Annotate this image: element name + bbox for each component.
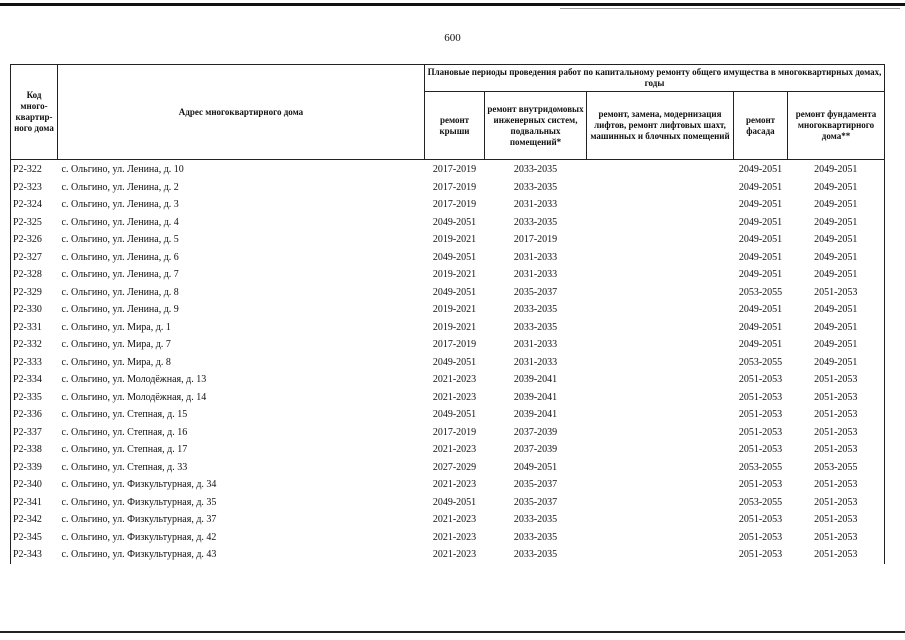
row-systems: 2033-2035 [513,549,558,561]
table-row [11,160,885,179]
row-code: Р2-337 [11,424,58,442]
row-foundation: 2049-2051 [788,179,885,197]
row-elevators [587,406,734,424]
row-elevators [587,196,734,214]
row-code: Р2-338 [11,441,58,459]
row-address: с. Ольгино, ул. Степная, д. 16 [61,426,188,438]
row-foundation: 2049-2051 [788,354,885,372]
row-facade: 2049-2051 [738,181,783,193]
row-roof: 2049-2051 [432,356,477,368]
row-roof: 2021-2023 [432,479,477,491]
row-facade: 2051-2053 [738,391,783,403]
header-periods-group: Плановые периоды проведения работ по капитальному ремонту общего имущества в многоквартирных домах, годы [425,65,885,92]
row-systems: 2033-2035 [513,164,558,176]
row-address: с. Ольгино, ул. Молодёжная, д. 13 [61,374,207,386]
row-roof: 2049-2051 [432,409,477,421]
row-code: Р2-336 [11,406,58,424]
row-facade: 2051-2053 [738,514,783,526]
row-systems: 2033-2035 [513,531,558,543]
row-facade: 2051-2053 [738,479,783,491]
row-address: с. Ольгино, ул. Мира, д. 7 [61,339,171,351]
table-row [11,231,885,249]
table-row [11,424,885,442]
row-foundation: 2049-2051 [788,336,885,354]
row-roof: 2021-2023 [432,531,477,543]
row-facade: 2051-2053 [738,374,783,386]
row-roof: 2017-2019 [432,426,477,438]
row-systems: 2031-2033 [513,356,558,368]
row-facade: 2051-2053 [738,409,783,421]
row-systems: 2031-2033 [513,269,558,281]
row-address: с. Ольгино, ул. Ленина, д. 4 [61,216,179,228]
row-facade: 2053-2055 [738,356,783,368]
page-number: 600 [444,32,461,44]
row-elevators [587,249,734,267]
header-roof: ремонт крыши [425,92,485,160]
row-facade: 2051-2053 [738,531,783,543]
table-row [11,336,885,354]
row-elevators [587,389,734,407]
row-facade: 2049-2051 [738,339,783,351]
row-facade: 2049-2051 [738,164,783,176]
row-facade: 2049-2051 [738,251,783,263]
header-code: Код много-квартир-ного дома [11,65,58,160]
row-foundation: 2051-2053 [788,424,885,442]
row-facade: 2049-2051 [738,304,783,316]
row-foundation: 2049-2051 [788,196,885,214]
row-address: с. Ольгино, ул. Молодёжная, д. 14 [61,391,207,403]
row-foundation: 2049-2051 [788,231,885,249]
row-elevators [587,319,734,337]
row-code: Р2-327 [11,249,58,267]
header-address: Адрес многоквартирного дома [58,65,425,160]
table-row [11,214,885,232]
table-row [11,476,885,494]
row-systems: 2039-2041 [513,409,558,421]
table-row [11,319,885,337]
row-elevators [587,336,734,354]
row-code: Р2-329 [11,284,58,302]
row-roof: 2019-2021 [432,234,477,246]
row-roof: 2021-2023 [432,391,477,403]
row-elevators [587,231,734,249]
header-elevators: ремонт, замена, модернизация лифтов, ремонт лифтовых шахт, машинных и блочных помещений [587,92,734,160]
row-address: с. Ольгино, ул. Ленина, д. 9 [61,304,179,316]
row-address: с. Ольгино, ул. Ленина, д. 7 [61,269,179,281]
row-roof: 2021-2023 [432,549,477,561]
row-address: с. Ольгино, ул. Физкультурная, д. 42 [61,531,217,543]
table-row [11,529,885,547]
row-address: с. Ольгино, ул. Ленина, д. 2 [61,181,179,193]
header-systems: ремонт внутридомовых инженерных систем, подвальных помещений* [485,92,587,160]
table-row [11,511,885,529]
row-facade: 2049-2051 [738,234,783,246]
row-foundation: 2051-2053 [788,476,885,494]
row-facade: 2051-2053 [738,426,783,438]
row-facade: 2049-2051 [738,269,783,281]
row-address: с. Ольгино, ул. Ленина, д. 3 [61,199,179,211]
row-address: с. Ольгино, ул. Физкультурная, д. 43 [61,549,217,561]
row-systems: 2031-2033 [513,339,558,351]
row-code: Р2-339 [11,459,58,477]
row-systems: 2031-2033 [513,199,558,211]
row-facade: 2049-2051 [738,216,783,228]
row-facade: 2053-2055 [738,496,783,508]
row-systems: 2039-2041 [513,374,558,386]
row-foundation: 2049-2051 [788,319,885,337]
row-elevators [587,424,734,442]
row-foundation: 2051-2053 [788,529,885,547]
row-facade: 2051-2053 [738,549,783,561]
table-row [11,284,885,302]
table-row [11,301,885,319]
row-roof: 2017-2019 [432,199,477,211]
table-row [11,441,885,459]
row-roof: 2049-2051 [432,286,477,298]
row-foundation: 2051-2053 [788,546,885,564]
table-row [11,389,885,407]
row-code: Р2-325 [11,214,58,232]
row-elevators [587,301,734,319]
row-address: с. Ольгино, ул. Мира, д. 8 [61,356,171,368]
row-code: Р2-330 [11,301,58,319]
row-code: Р2-323 [11,179,58,197]
row-roof: 2049-2051 [432,496,477,508]
row-foundation: 2051-2053 [788,284,885,302]
row-systems: 2039-2041 [513,391,558,403]
row-elevators [587,476,734,494]
row-code: Р2-326 [11,231,58,249]
row-roof: 2027-2029 [432,461,477,473]
row-systems: 2031-2033 [513,251,558,263]
table-row [11,459,885,477]
header-facade: ремонт фасада [734,92,788,160]
row-address: с. Ольгино, ул. Степная, д. 33 [61,461,188,473]
row-address: с. Ольгино, ул. Физкультурная, д. 34 [61,479,217,491]
row-elevators [587,441,734,459]
row-roof: 2021-2023 [432,374,477,386]
row-address: с. Ольгино, ул. Ленина, д. 10 [61,164,184,176]
row-systems: 2033-2035 [513,321,558,333]
row-systems: 2033-2035 [513,304,558,316]
table-row [11,179,885,197]
row-address: с. Ольгино, ул. Степная, д. 17 [61,444,188,456]
row-elevators [587,494,734,512]
row-code: Р2-332 [11,336,58,354]
table-body [11,160,885,564]
row-address: с. Ольгино, ул. Ленина, д. 5 [61,234,179,246]
row-systems: 2049-2051 [513,461,558,473]
table-row [11,546,885,564]
row-code: Р2-322 [11,160,58,179]
row-code: Р2-335 [11,389,58,407]
row-facade: 2049-2051 [738,321,783,333]
row-facade: 2051-2053 [738,444,783,456]
header-foundation: ремонт фундамента многоквартирного дома** [788,92,885,160]
row-systems: 2035-2037 [513,286,558,298]
row-foundation: 2051-2053 [788,371,885,389]
row-elevators [587,354,734,372]
row-code: Р2-334 [11,371,58,389]
row-code: Р2-345 [11,529,58,547]
row-code: Р2-324 [11,196,58,214]
row-roof: 2017-2019 [432,339,477,351]
row-roof: 2017-2019 [432,164,477,176]
row-systems: 2037-2039 [513,426,558,438]
row-roof: 2049-2051 [432,251,477,263]
row-facade: 2053-2055 [738,286,783,298]
row-elevators [587,214,734,232]
row-foundation: 2049-2051 [788,160,885,179]
row-systems: 2035-2037 [513,479,558,491]
table-row [11,266,885,284]
row-foundation: 2051-2053 [788,494,885,512]
top-rule [0,3,905,6]
row-code: Р2-328 [11,266,58,284]
row-systems: 2017-2019 [513,234,558,246]
row-code: Р2-333 [11,354,58,372]
row-foundation: 2049-2051 [788,301,885,319]
row-code: Р2-343 [11,546,58,564]
row-address: с. Ольгино, ул. Физкультурная, д. 35 [61,496,217,508]
row-roof: 2019-2021 [432,304,477,316]
row-code: Р2-342 [11,511,58,529]
table-row [11,354,885,372]
row-address: с. Ольгино, ул. Ленина, д. 6 [61,251,179,263]
row-foundation: 2051-2053 [788,389,885,407]
row-address: с. Ольгино, ул. Ленина, д. 8 [61,286,179,298]
capital-repair-table [10,64,885,564]
row-facade: 2053-2055 [738,461,783,473]
row-code: Р2-331 [11,319,58,337]
row-elevators [587,546,734,564]
row-foundation: 2049-2051 [788,266,885,284]
row-code: Р2-340 [11,476,58,494]
row-address: с. Ольгино, ул. Физкультурная, д. 37 [61,514,217,526]
row-elevators [587,371,734,389]
row-foundation: 2049-2051 [788,249,885,267]
row-roof: 2019-2021 [432,269,477,281]
table-row [11,371,885,389]
row-elevators [587,266,734,284]
table-row [11,249,885,267]
row-facade: 2049-2051 [738,199,783,211]
row-address: с. Ольгино, ул. Мира, д. 1 [61,321,171,333]
row-systems: 2035-2037 [513,496,558,508]
row-elevators [587,511,734,529]
row-roof: 2019-2021 [432,321,477,333]
row-elevators [587,179,734,197]
row-code: Р2-341 [11,494,58,512]
row-foundation: 2051-2053 [788,406,885,424]
top-rule-thin [560,8,900,9]
row-elevators [587,284,734,302]
row-systems: 2037-2039 [513,444,558,456]
row-foundation: 2049-2051 [788,214,885,232]
row-elevators [587,459,734,477]
row-systems: 2033-2035 [513,216,558,228]
bottom-rule [0,631,905,633]
row-systems: 2033-2035 [513,181,558,193]
table-row [11,494,885,512]
row-foundation: 2053-2055 [788,459,885,477]
table-row [11,196,885,214]
row-elevators [587,529,734,547]
row-roof: 2017-2019 [432,181,477,193]
row-elevators [587,160,734,179]
row-systems: 2033-2035 [513,514,558,526]
row-foundation: 2051-2053 [788,441,885,459]
row-foundation: 2051-2053 [788,511,885,529]
row-roof: 2021-2023 [432,444,477,456]
row-roof: 2049-2051 [432,216,477,228]
row-roof: 2021-2023 [432,514,477,526]
table-row [11,406,885,424]
row-address: с. Ольгино, ул. Степная, д. 15 [61,409,188,421]
